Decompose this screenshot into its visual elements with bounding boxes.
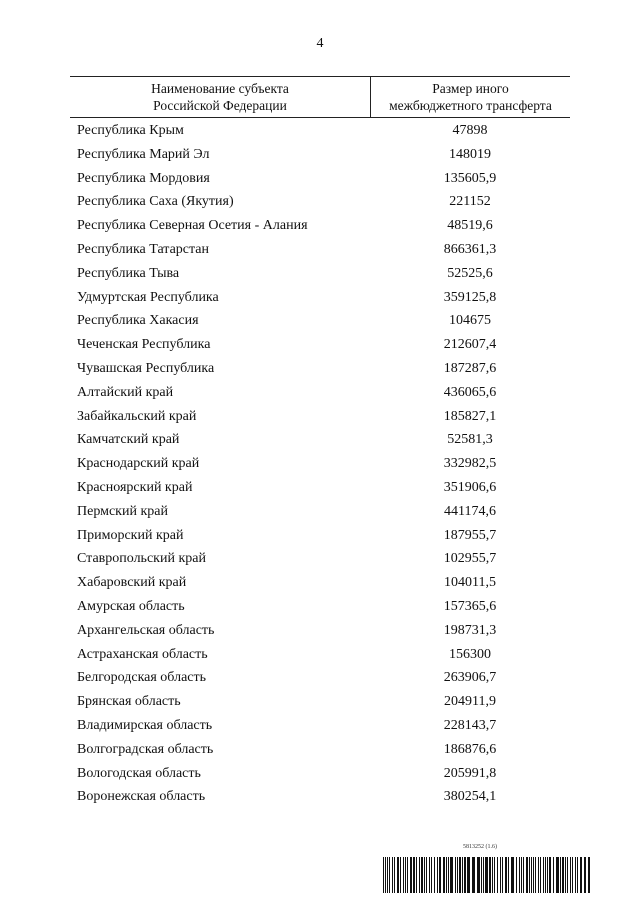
table-row [0, 143, 640, 167]
table-row [0, 785, 640, 809]
barcode-bar [407, 857, 408, 893]
subject-name: Чеченская Республика [77, 337, 211, 353]
subject-name: Чувашская Республика [77, 360, 215, 376]
transfer-amount: 212607,4 [443, 337, 497, 353]
barcode-bar [547, 857, 548, 893]
transfer-amount: 441174,6 [444, 503, 496, 519]
barcode-bar [531, 857, 532, 893]
barcode-bar [410, 857, 412, 893]
table-row [0, 690, 640, 714]
transfer-amount: 48519,6 [447, 218, 493, 234]
header-amount-line1: Размер иного [432, 81, 509, 96]
transfer-amount: 185827,1 [443, 408, 497, 424]
barcode-bar [464, 857, 466, 893]
table-row [0, 547, 640, 571]
page-number: 4 [316, 36, 324, 51]
header-subject-line2: Российской Федерации [153, 98, 287, 113]
barcode-bar [577, 857, 578, 893]
table-row [0, 738, 640, 762]
subject-name: Камчатский край [77, 432, 180, 448]
transfer-amount: 351906,6 [443, 479, 497, 495]
barcode-bar [489, 857, 491, 893]
barcode-bar [540, 857, 541, 893]
barcode-bar [467, 857, 470, 893]
subject-name: Амурская область [77, 598, 185, 614]
table-row [0, 262, 640, 286]
transfer-amount: 866361,3 [443, 241, 497, 257]
barcode-bar [502, 857, 503, 893]
subject-name: Вологодская область [77, 765, 201, 781]
subject-name: Забайкальский край [77, 408, 197, 424]
barcode-bar [459, 857, 461, 893]
barcode-bar [455, 857, 456, 893]
barcode-bar [483, 857, 484, 893]
barcode-bar [462, 857, 463, 893]
subject-name: Республика Саха (Якутия) [77, 194, 234, 210]
header-amount-column [371, 80, 570, 114]
subject-name: Хабаровский край [77, 575, 187, 591]
table-row [0, 595, 640, 619]
table-row [0, 405, 640, 429]
barcode-bar [562, 857, 564, 893]
barcode-bar [421, 857, 423, 893]
transfer-amount: 104011,5 [444, 575, 496, 591]
transfer-amount: 47898 [452, 123, 488, 138]
barcode-bar [505, 857, 507, 893]
transfer-amount: 157365,6 [443, 598, 497, 614]
barcode-bar [446, 857, 447, 893]
table-row [0, 714, 640, 738]
barcode-bar [416, 857, 417, 893]
barcode-bar [567, 857, 568, 893]
table-row [0, 357, 640, 381]
table-body [0, 119, 640, 809]
transfer-amount: 187287,6 [443, 360, 497, 376]
transfer-amount: 186876,6 [443, 741, 497, 757]
table-row [0, 214, 640, 238]
barcode-bar [511, 857, 514, 893]
transfer-amount: 436065,6 [443, 384, 497, 400]
table-row [0, 238, 640, 262]
table-row [0, 428, 640, 452]
transfer-amount: 380254,1 [443, 789, 497, 805]
transfer-amount: 332982,5 [443, 456, 497, 472]
subject-name: Республика Тыва [77, 265, 180, 281]
subject-name: Республика Татарстан [77, 241, 210, 257]
barcode-bar [437, 857, 438, 893]
barcode-bar [413, 857, 415, 893]
subject-name: Владимирская область [77, 717, 213, 733]
barcode-bar [560, 857, 561, 893]
barcode-bar [485, 857, 488, 893]
barcode-caption: 5813252 (1.6) [463, 844, 497, 850]
table-row [0, 666, 640, 690]
subject-name: Республика Хакасия [77, 313, 199, 329]
table-header [70, 76, 570, 118]
subject-name: Астраханская область [77, 646, 208, 662]
subject-name: Республика Северная Осетия - Алания [77, 218, 308, 234]
barcode-bar [508, 857, 509, 893]
subject-name: Республика Крым [77, 123, 184, 138]
barcode-bar [535, 857, 536, 893]
table-row [0, 333, 640, 357]
table-row [0, 762, 640, 786]
table-row [0, 167, 640, 191]
table-row [0, 500, 640, 524]
table-row [0, 309, 640, 333]
subject-name: Ставропольский край [77, 551, 206, 567]
transfer-amount: 148019 [449, 146, 491, 162]
barcode-bar [481, 857, 482, 893]
barcode-bar [572, 857, 573, 893]
subject-name: Алтайский край [77, 384, 174, 400]
barcode-bar [549, 857, 551, 893]
barcode-bar [477, 857, 480, 893]
transfer-amount: 104675 [449, 313, 491, 329]
barcode-bar [545, 857, 546, 893]
table-row [0, 381, 640, 405]
subject-name: Архангельская область [77, 622, 215, 638]
subject-name: Красноярский край [77, 479, 193, 495]
transfer-amount: 228143,7 [443, 717, 497, 733]
transfer-amount: 221152 [449, 194, 491, 210]
subject-name: Республика Марий Эл [77, 146, 210, 162]
barcode-bar [494, 857, 495, 893]
barcode-bar [497, 857, 498, 893]
barcode-bar [457, 857, 458, 893]
barcode-bar [529, 857, 530, 893]
barcode-bar [429, 857, 430, 893]
subject-name: Белгородская область [77, 670, 207, 686]
subject-name: Краснодарский край [77, 456, 200, 472]
barcode-bar [419, 857, 420, 893]
transfer-amount: 187955,7 [443, 527, 497, 543]
subject-name: Республика Мордовия [77, 170, 210, 186]
barcode-bar [389, 857, 390, 893]
barcode-bar [397, 857, 399, 893]
barcode-bar [434, 857, 435, 893]
barcode-bar [526, 857, 528, 893]
table-row [0, 452, 640, 476]
barcode-bar [519, 857, 520, 893]
barcode-bar [383, 857, 384, 893]
transfer-amount: 204911,9 [444, 694, 496, 710]
barcode-bar [543, 857, 544, 893]
barcode-bar [580, 857, 582, 893]
transfer-amount: 198731,3 [443, 622, 497, 638]
barcode-bar [588, 857, 590, 893]
barcode-bar [405, 857, 406, 893]
table-row [0, 643, 640, 667]
barcode-bar [387, 857, 388, 893]
barcode-bar [521, 857, 522, 893]
subject-name: Воронежская область [77, 789, 206, 805]
barcode-bar [533, 857, 534, 893]
table-row [0, 571, 640, 595]
header-amount-line2: межбюджетного трансферта [389, 98, 552, 113]
transfer-amount: 52581,3 [447, 432, 493, 448]
transfer-amount: 135605,9 [443, 170, 497, 186]
table-row [0, 119, 640, 143]
table-row [0, 619, 640, 643]
barcode-bar [400, 857, 401, 893]
barcode-bar [403, 857, 404, 893]
barcode-bar [394, 857, 395, 893]
barcode-bar [500, 857, 501, 893]
barcode-bar [448, 857, 449, 893]
barcode-bar [439, 857, 441, 893]
barcode-bar [385, 857, 386, 893]
table-row [0, 286, 640, 310]
subject-name: Волгоградская область [77, 741, 214, 757]
barcode-bar [565, 857, 566, 893]
barcode-bar [443, 857, 445, 893]
barcode-bar [516, 857, 517, 893]
subject-name: Пермский край [77, 503, 168, 519]
transfer-amount: 359125,8 [443, 289, 497, 305]
barcode-bar [472, 857, 475, 893]
table-row [0, 524, 640, 548]
barcode-bar [584, 857, 586, 893]
subject-name: Брянская область [77, 694, 181, 710]
barcode-bar [538, 857, 539, 893]
barcode-bar [575, 857, 576, 893]
subject-name: Удмуртская Республика [77, 289, 219, 305]
subject-name: Приморский край [77, 527, 184, 543]
barcode-bar [570, 857, 571, 893]
barcode-bar [424, 857, 425, 893]
transfer-amount: 156300 [449, 646, 491, 662]
barcode-bar [431, 857, 432, 893]
transfer-amount: 263906,7 [443, 670, 497, 686]
barcode [383, 857, 591, 893]
barcode-bar [556, 857, 559, 893]
barcode-bar [392, 857, 393, 893]
table-row [0, 476, 640, 500]
header-subject-line1: Наименование субъекта [151, 81, 289, 96]
barcode-bar [523, 857, 524, 893]
transfer-amount: 52525,6 [447, 265, 493, 281]
table-row [0, 190, 640, 214]
transfer-amount: 205991,8 [443, 765, 497, 781]
transfer-amount: 102955,7 [443, 551, 497, 567]
barcode-bar [492, 857, 493, 893]
barcode-bar [450, 857, 453, 893]
barcode-bar [553, 857, 554, 893]
barcode-bar [426, 857, 427, 893]
header-subject-column [70, 80, 370, 114]
